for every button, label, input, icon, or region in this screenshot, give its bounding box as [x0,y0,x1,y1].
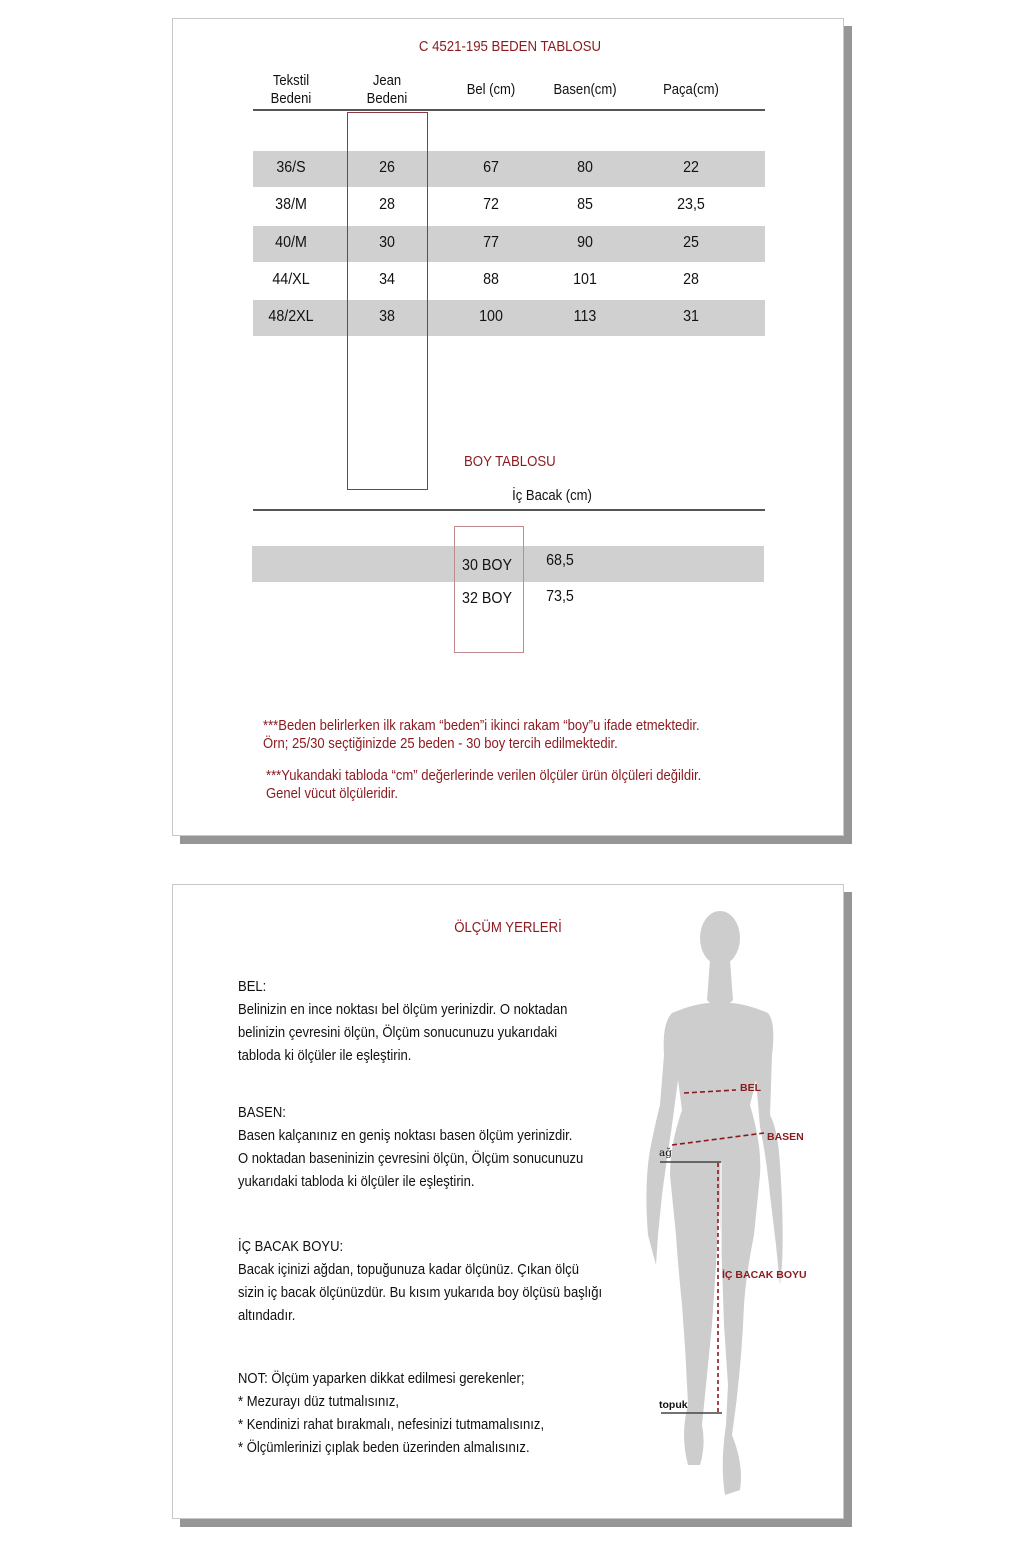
column-header [540,81,630,99]
section-text-line: Basen kalçanınız en geniş noktası basen ölçüm yerinizdir. [238,1128,573,1144]
table-cell: 72 [483,196,499,213]
table-cell: 38/M [275,196,307,213]
table-cell: 77 [483,234,499,251]
table-cell: 113 [573,308,597,325]
section-text-line: Bacak içinizi ağdan, topuğunuza kadar ölçünüz. Çıkan ölçü [238,1262,579,1278]
footnote-line: ***Yukandaki tabloda “cm” değerlerinde verilen ölçüler ürün ölçüleri değildir. [266,768,702,784]
table-cell: 31 [683,308,699,325]
section-text-line: * Mezurayı düz tutmalısınız, [238,1394,400,1410]
size-chart-panel [172,18,844,836]
table-cell: 88 [483,271,499,288]
column-header [646,81,736,99]
section-text-line: sizin iç bacak ölçünüzdür. Bu kısım yukarıda boy ölçüsü başlığı [238,1285,603,1301]
table-cell: 48/2XL [268,308,314,325]
table-cell: 90 [577,234,593,251]
table-cell: 44/XL [272,271,310,288]
section-text-line: Belinizin en ince noktası bel ölçüm yerinizdir. O noktadan [238,1002,568,1018]
column-header-line: Paça(cm) [663,82,719,98]
table-cell: 34 [379,271,395,288]
table-cell: 40/M [275,234,307,251]
section-text-line: * Ölçümlerinizi çıplak beden üzerinden almalısınız. [238,1440,530,1456]
basen-label: BASEN [767,1131,804,1143]
length-label: 32 BOY [462,590,512,607]
length-highlight [454,526,524,653]
section-heading: BASEN: [238,1105,286,1121]
column-header-line: Tekstil [272,73,310,89]
section-heading: NOT: Ölçüm yaparken dikkat edilmesi gerekenler; [238,1371,525,1387]
footnote-line: Örn; 25/30 seçtiğinizde 25 beden - 30 boy tercih edilmektedir. [263,736,618,752]
length-table-title: BOY TABLOSU [464,453,556,470]
table-cell: 28 [379,196,395,213]
section-text-line: tabloda ki ölçüler ile eşleştirin. [238,1048,412,1064]
header-divider [253,109,765,111]
inseam-header: İç Bacak (cm) [512,488,592,504]
column-header-line: Bel (cm) [466,82,516,98]
section-text-line: belinizin çevresini ölçün, Ölçüm sonucunuzu yukarıdaki [238,1025,558,1041]
inseam-value: 73,5 [546,588,574,605]
section-text-line: altındadır. [238,1308,296,1324]
column-header-line: Bedeni [270,91,312,107]
table-cell: 80 [577,159,593,176]
table-cell: 100 [479,308,503,325]
measure-title: ÖLÇÜM YERLERİ [454,919,562,936]
size-table-title: C 4521-195 BEDEN TABLOSU [418,38,602,55]
table-cell: 67 [483,159,499,176]
body-figure [620,905,820,1515]
section-heading: BEL: [238,979,267,995]
table-cell: 22 [683,159,699,176]
table-cell: 30 [379,234,395,251]
section-text-line: yukarıdaki tabloda ki ölçüler ile eşleştirin. [238,1174,475,1190]
table-cell: 25 [683,234,699,251]
jean-size-highlight [347,112,428,490]
length-header-divider [253,509,765,511]
column-header [446,81,536,99]
section-heading: İÇ BACAK BOYU: [238,1239,344,1255]
footnote-line: ***Beden belirlerken ilk rakam “beden”i ikinci rakam “boy”u ifade etmektedir. [263,718,700,734]
crotch-label: ağ [659,1147,672,1159]
table-cell: 28 [683,271,699,288]
table-cell: 26 [379,159,395,176]
length-label: 30 BOY [462,557,512,574]
column-header [342,72,432,108]
section-text-line: * Kendinizi rahat bırakmalı, nefesinizi tutmamalısınız, [238,1417,545,1433]
table-cell: 23,5 [677,196,705,213]
column-header-line: Bedeni [366,91,408,107]
bel-label: BEL [740,1082,761,1094]
heel-label: topuk [659,1399,688,1411]
footnote-line: Genel vücut ölçüleridir. [266,786,399,802]
table-cell: 38 [379,308,395,325]
table-cell: 36/S [276,159,306,176]
column-header [246,72,336,108]
inseam-value: 68,5 [546,552,574,569]
inseam-label: İÇ BACAK BOYU [722,1269,807,1281]
table-cell: 85 [577,196,593,213]
section-text-line: O noktadan baseninizin çevresini ölçün, Ölçüm sonucunuzu [238,1151,584,1167]
column-header-line: Basen(cm) [553,82,617,98]
table-cell: 101 [573,271,597,288]
column-header-line: Jean [372,73,402,89]
